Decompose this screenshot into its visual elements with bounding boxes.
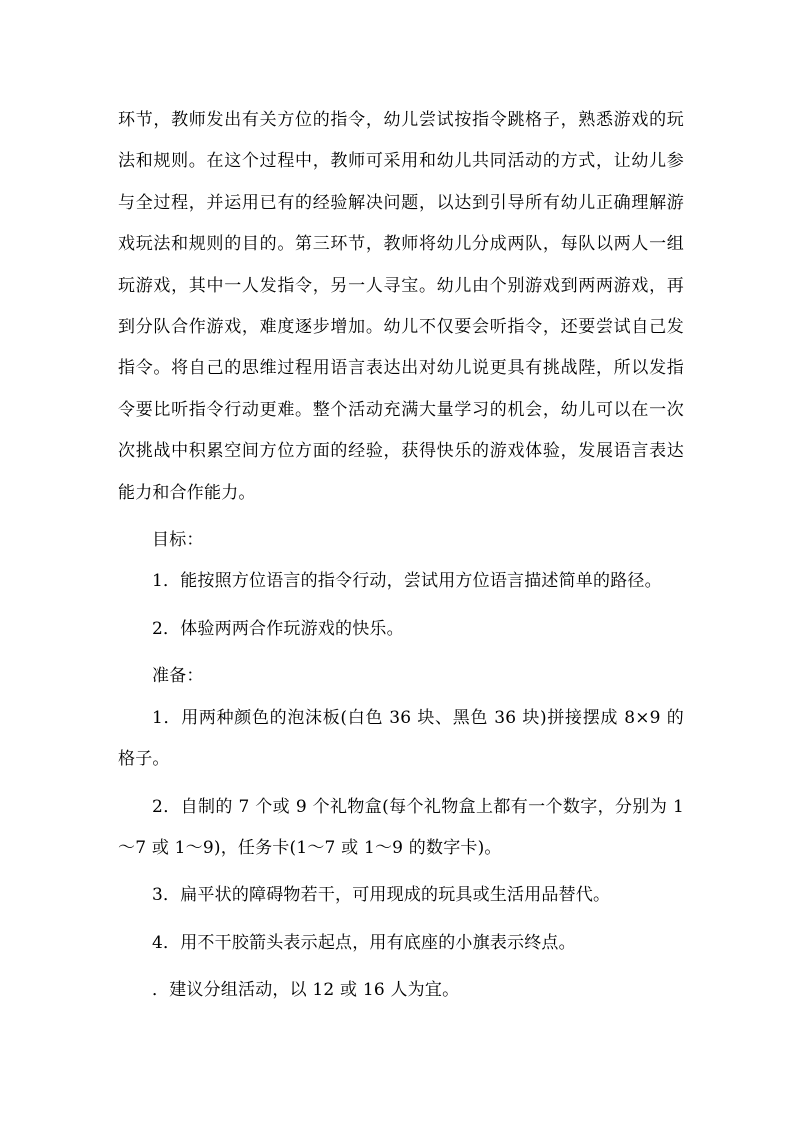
intro-paragraph: 环节，教师发出有关方位的指令，幼儿尝试按指令跳格子，熟悉游戏的玩法和规则。在这个过程中，教师可采用和幼儿共同活动的方式，让幼儿参与全过程，并运用已有的经验解决问题，以达到引导所有幼儿正确理解游戏玩法和规则的目的。第三环节，教师将幼儿分成两队，每队以两人一组玩游戏，其中一人发指令，另一人寻宝。幼儿由个别游戏到两两游戏，再到分队合作游戏，难度逐步增加。幼儿不仅要会听指令，还要尝试自己发指令。将自己的思维过程用语言表达出对幼儿说更具有挑战陛，所以发指令要比听指令行动更难。整个活动充满大量学习的机会，幼儿可以在一次次挑战中积累空间方位方面的经验，获得快乐的游戏体验，发展语言表达能力和合作能力。 [118,110,684,503]
preparation-item-1: 1．用两种颜色的泡沫板(白色 36 块、黑色 36 块)拼接摆成 8×9 的格子。 [118,707,684,770]
preparation-heading: 准备： [152,666,204,687]
preparation-item-5: ．建议分组活动，以 12 或 16 人为宜。 [152,980,460,1001]
goal-item-1: 1．能按照方位语言的指令行动，尝试用方位语言描述简单的路径。 [152,571,662,592]
preparation-item-3: 3．扁平状的障碍物若干，可用现成的玩具或生活用品替代。 [152,885,611,906]
preparation-item-2: 2．自制的 7 个或 9 个礼物盒(每个礼物盒上都有一个数字，分别为 1～7 或 1～9)，任务卡(1～7 或 1～9 的数字卡)。 [118,796,684,858]
preparation-item-4: 4．用不干胶箭头表示起点，用有底座的小旗表示终点。 [152,932,576,953]
goal-item-2: 2．体验两两合作玩游戏的快乐。 [152,618,404,639]
document-body [118,100,684,1012]
goals-heading: 目标： [152,530,204,551]
